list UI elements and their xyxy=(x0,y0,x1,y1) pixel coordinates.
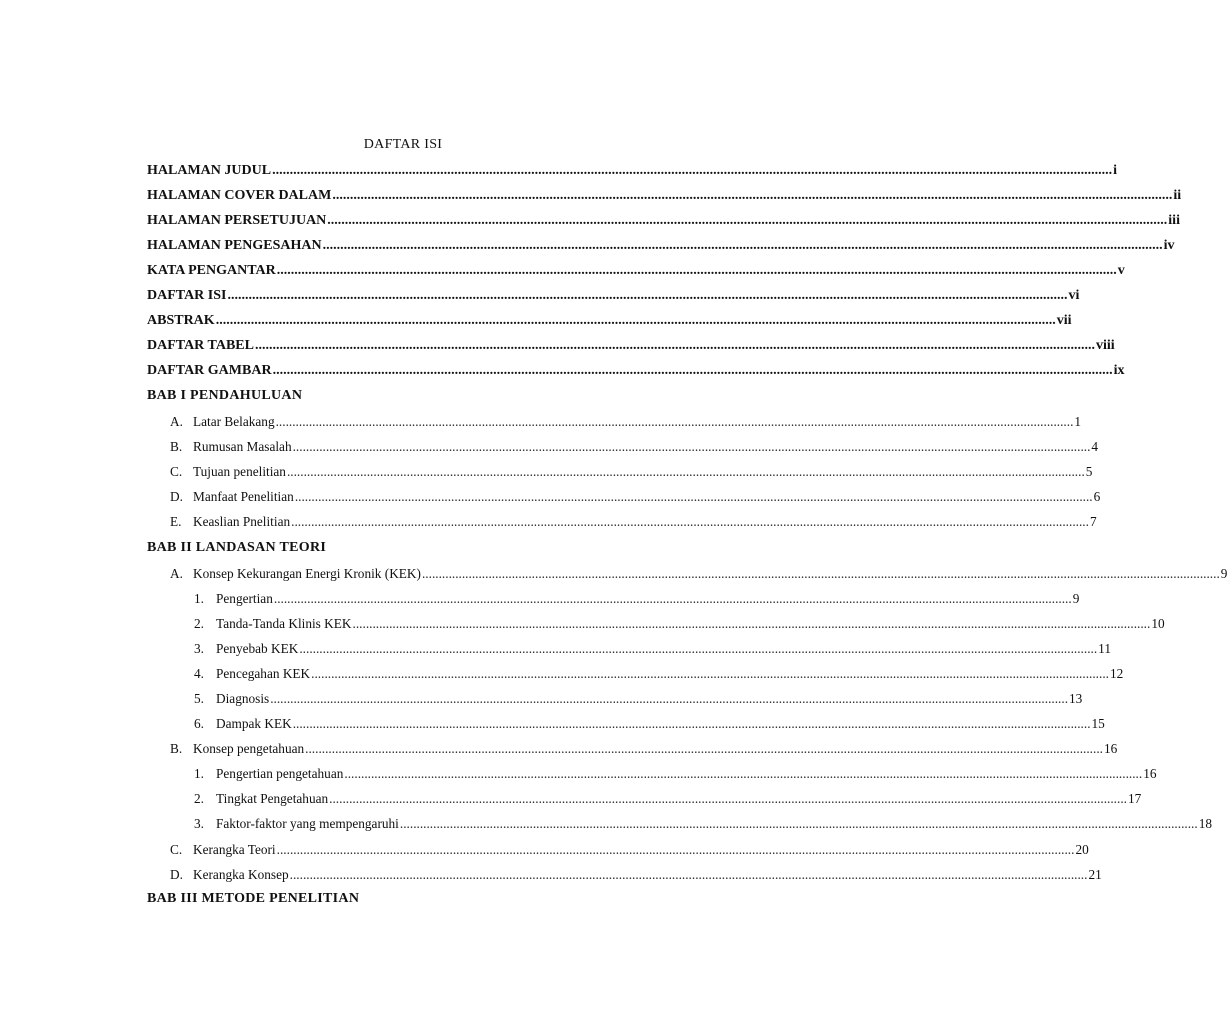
toc-subsubentry xyxy=(194,816,1212,836)
toc-entry-label: Pencegahan KEK xyxy=(216,666,311,681)
dot-leader: ................................................................................................................................................................................................................................................ xyxy=(294,489,1093,504)
dot-leader: ................................................................................................................................................................................................................................................ xyxy=(286,464,1085,479)
toc-subsubentry xyxy=(194,616,1165,636)
toc-subsubentry xyxy=(194,791,1142,811)
toc-entry-page: 21 xyxy=(1088,867,1102,882)
toc-entry-label: Diagnosis xyxy=(216,691,270,706)
toc-entry-label: Rumusan Masalah xyxy=(193,439,292,454)
dot-leader: ................................................................................................................................................................................................................................................ xyxy=(329,791,1127,806)
toc-entry-label: HALAMAN PENGESAHAN xyxy=(147,238,322,253)
dot-leader: ................................................................................................................................................................................................................................................ xyxy=(332,188,1173,203)
toc-entry-label: Manfaat Penelitian xyxy=(193,489,294,504)
toc-entry-label: DAFTAR TABEL xyxy=(147,338,254,353)
list-marker: D. xyxy=(170,867,183,882)
list-marker: 1. xyxy=(194,766,204,781)
toc-subentry xyxy=(170,414,1082,434)
dot-leader: ................................................................................................................................................................................................................................................ xyxy=(399,816,1198,831)
toc-entry-page: 11 xyxy=(1098,641,1111,656)
dot-leader: ................................................................................................................................................................................................................................................ xyxy=(292,716,1091,731)
toc-entry-page: 4 xyxy=(1091,439,1099,454)
toc-entry-page: iii xyxy=(1168,213,1180,228)
toc-subsubentry xyxy=(194,691,1083,711)
list-marker: 3. xyxy=(194,816,204,831)
chapter-heading-bab2 xyxy=(147,540,640,560)
toc-entry-label: Latar Belakang xyxy=(193,414,275,429)
dot-leader: ................................................................................................................................................................................................................................................ xyxy=(327,213,1168,228)
dot-leader: ................................................................................................................................................................................................................................................ xyxy=(227,288,1068,303)
toc-entry-label: Tujuan penelitian xyxy=(193,464,286,479)
dot-leader: ................................................................................................................................................................................................................................................ xyxy=(270,691,1069,706)
toc-subentry xyxy=(170,842,1089,862)
list-marker: C. xyxy=(170,842,183,857)
toc-entry-page: 17 xyxy=(1127,791,1142,806)
dot-leader: ................................................................................................................................................................................................................................................ xyxy=(276,842,1075,857)
list-marker: 5. xyxy=(194,691,204,706)
toc-entry-page: 5 xyxy=(1085,464,1093,479)
toc-entry-page: 1 xyxy=(1074,414,1082,429)
toc-entry-page: v xyxy=(1117,263,1125,278)
toc-entry-label: Kerangka Konsep xyxy=(193,867,289,882)
list-marker: 2. xyxy=(194,616,204,631)
toc-entry-label: Tanda-Tanda Klinis KEK xyxy=(216,616,352,631)
toc-entry-page: 12 xyxy=(1109,666,1124,681)
dot-leader: ................................................................................................................................................................................................................................................ xyxy=(311,666,1109,681)
toc-subentry xyxy=(170,489,1101,509)
toc-entry-label: HALAMAN COVER DALAM xyxy=(147,188,332,203)
toc-entry-page: i xyxy=(1113,163,1117,178)
list-marker: 2. xyxy=(194,791,204,806)
dot-leader: ................................................................................................................................................................................................................................................ xyxy=(322,238,1163,253)
toc-entry-daftar-isi xyxy=(147,288,1080,308)
toc-entry-label: Faktor-faktor yang mempengaruhi xyxy=(216,816,399,831)
chapter-title: BAB III METODE PENELITIAN xyxy=(147,891,360,906)
toc-entry-label: DAFTAR GAMBAR xyxy=(147,363,272,378)
list-marker: B. xyxy=(170,439,183,454)
dot-leader: ................................................................................................................................................................................................................................................ xyxy=(273,591,1072,606)
dot-leader: ................................................................................................................................................................................................................................................ xyxy=(276,263,1117,278)
toc-entry-label: Konsep Kekurangan Energi Kronik (KEK) xyxy=(193,566,421,581)
list-marker: C. xyxy=(170,464,183,479)
toc-entry-daftar-tabel xyxy=(147,338,1115,358)
list-marker: A. xyxy=(170,414,183,429)
dot-leader: ................................................................................................................................................................................................................................................ xyxy=(291,514,1089,529)
dot-leader: ................................................................................................................................................................................................................................................ xyxy=(292,439,1091,454)
chapter-heading-bab3 xyxy=(147,891,640,911)
toc-entry-page: 10 xyxy=(1151,616,1165,631)
toc-subentry xyxy=(170,514,1097,534)
toc-entry-page: ii xyxy=(1173,188,1182,203)
toc-entry-page: 20 xyxy=(1075,842,1089,857)
chapter-heading-bab1 xyxy=(147,388,640,408)
list-marker: B. xyxy=(170,741,183,756)
list-marker: 6. xyxy=(194,716,204,731)
toc-entry-halaman-persetujuan xyxy=(147,213,1180,233)
toc-entry-page: 9 xyxy=(1220,566,1227,581)
dot-leader: ................................................................................................................................................................................................................................................ xyxy=(305,741,1103,756)
toc-entry-page: vii xyxy=(1056,313,1072,328)
toc-entry-label: Konsep pengetahuan xyxy=(193,741,305,756)
dot-leader: ................................................................................................................................................................................................................................................ xyxy=(215,313,1056,328)
chapter-title: BAB I PENDAHULUAN xyxy=(147,388,303,403)
toc-entry-halaman-cover-dalam xyxy=(147,188,1182,208)
toc-subsubentry xyxy=(194,591,1080,611)
toc-entry-label: HALAMAN PERSETUJUAN xyxy=(147,213,327,228)
page-title: DAFTAR ISI xyxy=(363,137,443,152)
toc-entry-halaman-judul xyxy=(147,163,1117,183)
dot-leader: ................................................................................................................................................................................................................................................ xyxy=(275,414,1074,429)
toc-entry-page: ix xyxy=(1113,363,1125,378)
toc-subentry xyxy=(170,439,1099,459)
dot-leader: ................................................................................................................................................................................................................................................ xyxy=(272,363,1113,378)
toc-entry-label: KATA PENGANTAR xyxy=(147,263,276,278)
dot-leader: ................................................................................................................................................................................................................................................ xyxy=(421,566,1220,581)
toc-entry-page: 13 xyxy=(1069,691,1083,706)
toc-subsubentry xyxy=(194,766,1157,786)
toc-entry-label: Dampak KEK xyxy=(216,716,292,731)
toc-entry-page: 16 xyxy=(1103,741,1118,756)
toc-entry-page: 15 xyxy=(1091,716,1105,731)
toc-entry-daftar-gambar xyxy=(147,363,1125,383)
toc-subsubentry xyxy=(194,641,1111,661)
toc-entry-label: Keaslian Pnelitian xyxy=(193,514,291,529)
dot-leader: ................................................................................................................................................................................................................................................ xyxy=(352,616,1151,631)
list-marker: 3. xyxy=(194,641,204,656)
toc-entry-label: Pengertian pengetahuan xyxy=(216,766,344,781)
toc-entry-page: vi xyxy=(1068,288,1080,303)
list-marker: A. xyxy=(170,566,183,581)
toc-subentry xyxy=(170,566,1227,586)
toc-entry-label: Penyebab KEK xyxy=(216,641,299,656)
list-marker: 1. xyxy=(194,591,204,606)
toc-entry-page: 7 xyxy=(1089,514,1097,529)
toc-entry-label: HALAMAN JUDUL xyxy=(147,163,272,178)
dot-leader: ................................................................................................................................................................................................................................................ xyxy=(254,338,1095,353)
toc-entry-page: iv xyxy=(1163,238,1175,253)
toc-subentry xyxy=(170,867,1102,887)
toc-entry-page: viii xyxy=(1095,338,1115,353)
toc-entry-label: Pengertian xyxy=(216,591,273,606)
dot-leader: ................................................................................................................................................................................................................................................ xyxy=(344,766,1143,781)
toc-entry-page: 16 xyxy=(1143,766,1157,781)
list-marker: E. xyxy=(170,514,182,529)
chapter-title: BAB II LANDASAN TEORI xyxy=(147,540,327,555)
toc-subsubentry xyxy=(194,666,1124,686)
toc-entry-page: 9 xyxy=(1072,591,1080,606)
toc-entry-label: Kerangka Teori xyxy=(193,842,276,857)
toc-entry-label: ABSTRAK xyxy=(147,313,215,328)
toc-entry-halaman-pengesahan xyxy=(147,238,1175,258)
dot-leader: ................................................................................................................................................................................................................................................ xyxy=(272,163,1113,178)
toc-subentry xyxy=(170,741,1118,761)
dot-leader: ................................................................................................................................................................................................................................................ xyxy=(289,867,1088,882)
toc-subentry xyxy=(170,464,1093,484)
dot-leader: ................................................................................................................................................................................................................................................ xyxy=(299,641,1098,656)
toc-subsubentry xyxy=(194,716,1105,736)
toc-entry-label: DAFTAR ISI xyxy=(147,288,227,303)
list-marker: D. xyxy=(170,489,183,504)
toc-entry-kata-pengantar xyxy=(147,263,1125,283)
toc-entry-page: 6 xyxy=(1093,489,1101,504)
list-marker: 4. xyxy=(194,666,204,681)
toc-entry-page: 18 xyxy=(1198,816,1212,831)
toc-entry-abstrak xyxy=(147,313,1072,333)
toc-entry-label: Tingkat Pengetahuan xyxy=(216,791,329,806)
